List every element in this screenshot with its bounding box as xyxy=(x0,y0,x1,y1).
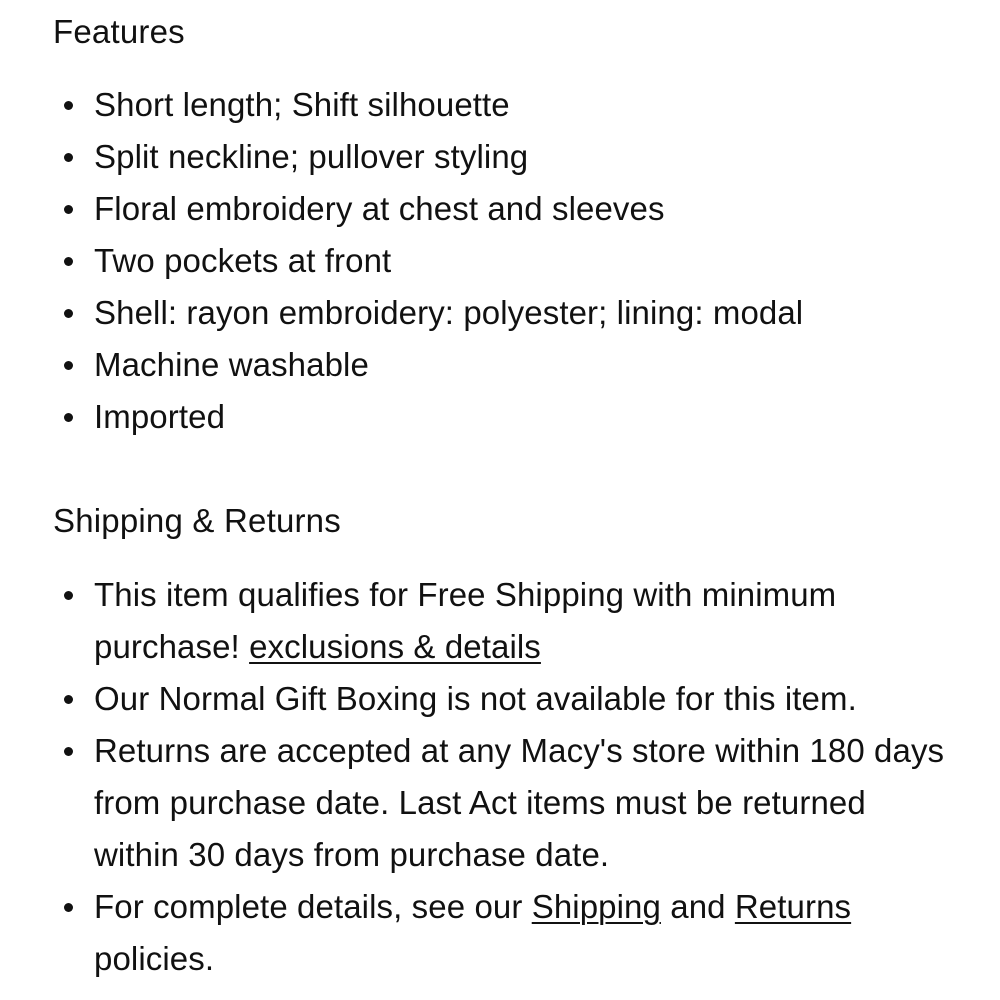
feature-text: Split neckline; pullover styling xyxy=(94,138,529,175)
complete-details-text: For complete details, see our xyxy=(94,888,532,925)
bullet-icon xyxy=(64,101,73,110)
bullet-icon xyxy=(64,205,73,214)
list-item xyxy=(53,391,960,443)
list-item xyxy=(53,673,960,725)
list-item xyxy=(53,235,960,287)
bullet-icon xyxy=(64,747,73,756)
gift-boxing-text: Our Normal Gift Boxing is not available for this item. xyxy=(94,680,857,717)
feature-text: Shell: rayon embroidery: polyester; lining: modal xyxy=(94,294,804,331)
list-item xyxy=(53,725,960,881)
shipping-returns-list xyxy=(53,569,960,985)
returns-policy-text: Returns are accepted at any Macy's store within 180 days from purchase date. Last Act items must be returned within 30 days from purchase date. xyxy=(94,732,945,873)
feature-text: Imported xyxy=(94,398,226,435)
returns-link[interactable]: Returns xyxy=(734,888,852,925)
bullet-icon xyxy=(64,153,73,162)
features-heading: Features xyxy=(53,13,185,50)
list-item xyxy=(53,569,960,673)
features-list xyxy=(53,79,960,443)
bullet-icon xyxy=(64,695,73,704)
list-item xyxy=(53,881,960,985)
list-item xyxy=(53,131,960,183)
list-item xyxy=(53,339,960,391)
feature-text: Floral embroidery at chest and sleeves xyxy=(94,190,665,227)
and-text: and xyxy=(660,888,735,925)
bullet-icon xyxy=(64,309,73,318)
exclusions-details-link[interactable]: exclusions & details xyxy=(249,628,541,665)
list-item xyxy=(53,79,960,131)
bullet-icon xyxy=(64,903,73,912)
bullet-icon xyxy=(64,361,73,370)
list-item xyxy=(53,287,960,339)
bullet-icon xyxy=(64,257,73,266)
shipping-link[interactable]: Shipping xyxy=(531,888,661,925)
policies-text: policies. xyxy=(94,940,215,977)
list-item xyxy=(53,183,960,235)
feature-text: Machine washable xyxy=(94,346,369,383)
feature-text: Two pockets at front xyxy=(94,242,392,279)
bullet-icon xyxy=(64,591,73,600)
free-shipping-text: This item qualifies for Free Shipping with minimum purchase! xyxy=(94,576,837,665)
bullet-icon xyxy=(64,413,73,422)
feature-text: Short length; Shift silhouette xyxy=(94,86,510,123)
shipping-returns-heading: Shipping & Returns xyxy=(53,502,341,539)
